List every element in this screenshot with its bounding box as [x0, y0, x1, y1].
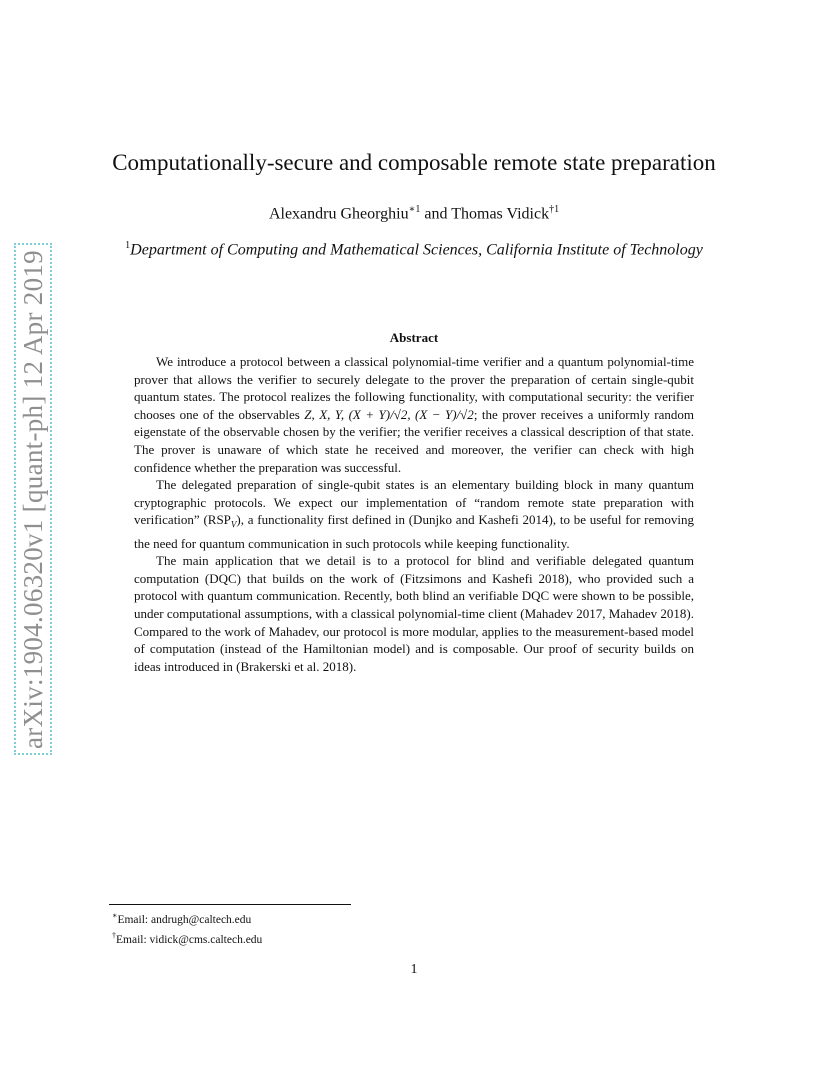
footnote: [112, 908, 262, 928]
abstract-text: ), a functionality first defined in (Dunjko and Kashefi 2014), to be useful for removing the need for quantum communication in such protocols while keeping functionality.: [134, 512, 694, 551]
author-connector: and: [420, 205, 452, 223]
abstract-text: We introduce a protocol between a classical polynomial-time verifier and a quantum polynomial-time prover that allows the verifier to securely delegate to the prover the preparation of certain single-qubit quantum states. The protocol realizes the following functionality, with computational security: the verifier chooses one of the observables: [134, 354, 694, 422]
footnote-text: Email: vidick@cms.caltech.edu: [116, 933, 263, 946]
abstract-math: Z, X, Y, (X + Y)/√2, (X − Y)/√2: [304, 406, 474, 422]
author-mark: †1: [549, 204, 560, 215]
footnote-rule: [109, 904, 351, 905]
abstract-text: ; the prover receives a uniformly random eigenstate of the observable chosen by the verifier; the verifier receives a classical description of that state. The prover is unaware of which state he received and moreover, the verifier can check with high confidence whether the preparation was successful.: [134, 406, 695, 475]
abstract-text: The delegated preparation of single-qubit states is an elementary building block in many quantum cryptographic protocols. We expect our implementation of “random remote state preparation with verification” (RSP: [134, 477, 694, 528]
footnote-mark: †: [112, 930, 116, 940]
footnotes: [112, 908, 262, 948]
arxiv-identifier-text: arXiv:1904.06320v1 [quant-ph] 12 Apr 2019: [17, 249, 48, 749]
footnote: [112, 928, 262, 948]
author-mark: ∗1: [408, 204, 421, 215]
arxiv-identifier: [14, 243, 52, 755]
abstract-subscript: V: [230, 519, 237, 530]
affiliation-text: Department of Computing and Mathematical Sciences, California Institute of Technology: [130, 241, 703, 259]
affiliation: [0, 240, 828, 259]
abstract-heading: Abstract: [389, 330, 439, 345]
author-name: Alexandru Gheorghiu: [268, 205, 409, 223]
footnote-mark: ∗: [112, 911, 118, 920]
abstract-paragraph: [134, 353, 694, 476]
abstract-paragraph: [134, 476, 694, 552]
affiliation-mark: 1: [125, 240, 131, 251]
paper-title: Computationally-secure and composable remote state preparation: [112, 150, 716, 175]
author-line: [0, 204, 828, 223]
abstract-body: [134, 353, 694, 675]
author-name: Thomas Vidick: [451, 205, 550, 223]
abstract-paragraph: The main application that we detail is to a protocol for blind and verifiable delegated quantum computation (DQC) that builds on the work of (Fitzsimons and Kashefi 2018), who provided such a protocol with quantum communication. Recently, both blind an verifiable DQC were shown to be possible, under computational assumptions, with a classical polynomial-time client (Mahadev 2017, Mahadev 2018). Compared to the work of Mahadev, our protocol is more modular, applies to the measurement-based model of computation (instead of the Hamiltonian model) and is composable. Our proof of security builds on ideas introduced in (Brakerski et al. 2018).: [134, 553, 694, 674]
footnote-text: Email: andrugh@caltech.edu: [117, 913, 252, 926]
page-number: 1: [410, 962, 418, 977]
